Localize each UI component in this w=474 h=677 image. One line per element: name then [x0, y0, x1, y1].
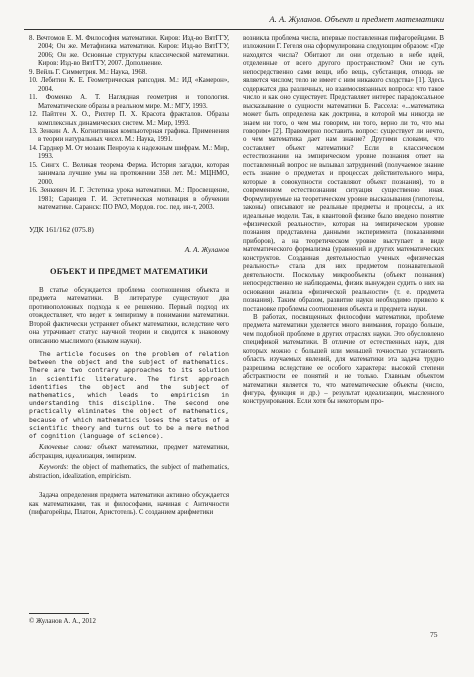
reference-item: 12. Пайтген Х. О., Рихтер П. Х. Красота фракталов. Образы комплексных динамических систем. М.: Мир, 1993.: [29, 111, 229, 127]
udc-code: УДК 161/162 (075.8): [29, 224, 94, 234]
abstract-en-text: The article focuses on the problem of relation between the object and the subject of mathematics. There are two contrary approaches to its solution in scientific literature. The first approach identifies the object and the subject of mathematics, which leads to empiricism in understanding this discipline. The second one practically eliminates the object of mathematics, because of which mathematics loses the status of a scientific theory and turns out to be a mere method of cognition (language of science).: [29, 350, 229, 441]
footnote-rule: [29, 613, 89, 614]
keywords-en: [29, 464, 229, 481]
running-head: А. А. Жуланов. Объект и предмет математики: [269, 14, 444, 24]
body-paragraph: возникла проблема числа, впервые поставленная пифагорейцами. В изложении Г. Гегеля она сформулирована следующим образом: «Где находятся числа? Обитают ли они отдельно в небе идей, отделенные от всего другого пространством? Они не суть непосредственно сами вещи, ибо вещь, субстанция, отнюдь не является числом; тело не имеет с ним никакого сходства» [1]. Здесь содержатся два различных, но взаимосвязанных вопроса: что такое число и как оно существует. Представляет интерес парадоксальное высказывание о сущности математики Б. Рассела: «...математика может быть определена как доктрина, в которой мы никогда не знаем ни того, о чем мы говорим, ни того, верно ли то, что мы говорим» [2]. Правомерно поставить вопрос: существует ли нечто, о чем математика дает нам знание? Другими словами, что составляет объект математики? Если в классическом естествознании на эмпирическом уровне познания ответ на поставленный вопрос не вызывал затруднений (получаемое знание есть знание о предметах и процессах действительного мира, которые в совокупности составляют объект познания), то в современном естествознании ситуация существенно иная. Формулируемые на теоретическом уровне высказывания (гипотезы, законы) описывают не реальные предметы и процессы, а их идеальные модели. Так, в квантовой физике было введено понятие «физической реальности», которая на эмпирическом уровне познания представлена данными эксперимента (показаниями приборов), а на теоретическом уровне выступает в виде математического формализма (уравнений и других математических конструктов. Созданная деятельностью ученых «физическая реальность» стала для них предметом познавательной деятельности. Поскольку микрообъекты (объект познания) непосредственно не наблюдаемы, физик вынужден судить о них на основании анализа «физической реальности» (т. е. предмета познания). Таким образом, развитие науки необходимо привело к постановке проблемы соотношения объекта и предмета науки.: [243, 35, 445, 313]
reference-item: 14. Гарднер М. От мозаик Пенроуза к надежным шифрам. М.: Мир, 1993.: [29, 144, 229, 161]
header-rule: [24, 29, 444, 30]
body-paragraph: Задача определения предмета математики активно обсуждается как математиками, так и философами, начиная с Античности (пифагорейцы, Платон, Аристотель). С созданием арифметики: [29, 492, 229, 516]
reference-item: 15. Сингх С. Великая теорема Ферма. История загадки, которая занимала лучшие умы на протяжении 358 лет. М.: МЦНМО, 2000.: [29, 161, 229, 186]
keywords-en-line: [29, 464, 229, 481]
left-column: [29, 35, 229, 517]
keywords-en-label: Keywords:: [39, 464, 69, 472]
keywords-ru-label: Ключевые слова:: [39, 444, 93, 452]
reference-item: 16. Зенкевич И. Г. Эстетика урока математики. М.: Просвещение, 1981; Сараицев Г. И. Эстетическая мотивация в обучении математике. Саранск: ПО РАО, Мордов. гос. пед. ин-т, 2003.: [29, 187, 229, 212]
reference-item: 8. Вечтомов Е. М. Философия математики. Киров: Изд-во ВятГГУ, 2004; Он же. Метафизика математики. Киров: Изд-во ВятГГУ, 2006; Он же. Основные структуры классической математики. Киров: Изд-во ВятГГУ, 2007. Дополнение.: [29, 35, 229, 68]
copyright-note: © Жуланов А. А., 2012: [29, 618, 96, 625]
abstract-en: [29, 350, 229, 440]
right-column: [243, 35, 444, 407]
body-left: [29, 492, 229, 517]
keywords-en-text: the object of mathematics, the subject of mathematics, abstraction, idealization, empiricism.: [29, 464, 229, 480]
keywords-ru-line: [29, 444, 229, 461]
reference-item: 11. Фоменко А. Т. Наглядная геометрия и топология. Математические образы в реальном мире. М.: МГУ, 1993.: [29, 94, 229, 110]
page-number: 75: [430, 630, 438, 639]
reference-item: 9. Вейль Г. Симметрия. М.: Наука, 1968.: [29, 68, 147, 76]
reference-item: 10. Лебитин К. Е. Геометрическая рапсодия. М.: ИД «Камерон», 2004.: [29, 77, 229, 93]
reference-item: 13. Зенкин А. А. Когнитивная компьютерная графика. Применения в теории натуральных чисел. М.: Наука, 1991.: [29, 127, 229, 144]
body-paragraph: В работах, посвященных философии математики, проблеме предмета математики уделяется много внимания, гораздо больше, чем подобной проблеме в других отраслях науки. Это обусловлено спецификой математики. В отличие от естественных наук, для которых можно с большей или меньшей точностью установить область изучаемых явлений, для математики эта задача трудно разрешима вследствие ее особого характера: высокой степени абстрактности ее понятий и не только. Главным объектом математики является то, что математические объекты (число, фигура, функция и др.) – результат идеализации, мысленного конструирования. Если хотя бы некоторым про-: [243, 313, 444, 406]
keywords-ru: [29, 444, 229, 461]
abstract-ru-text: В статье обсуждается проблема соотношения объекта и предмета математики. В литературе существуют два противоположных подхода к ее решению. Первый подход их отождествляет, что ведет к эмпиризму в понимании математики. Второй фактически устраняет объект математики, вследствие чего она утрачивает статус научной теории и сводится к знаковому описанию мыслимого (языком науки).: [29, 286, 229, 345]
abstract-ru: [29, 287, 229, 346]
article-title: ОБЪЕКТ И ПРЕДМЕТ МАТЕМАТИКИ: [50, 267, 208, 277]
keywords-ru-text: объект математики, предмет математики, абстракция, идеализация, эмпиризм.: [29, 444, 229, 460]
reference-list: [29, 35, 229, 213]
article-author: А. А. Жуланов: [184, 244, 229, 254]
